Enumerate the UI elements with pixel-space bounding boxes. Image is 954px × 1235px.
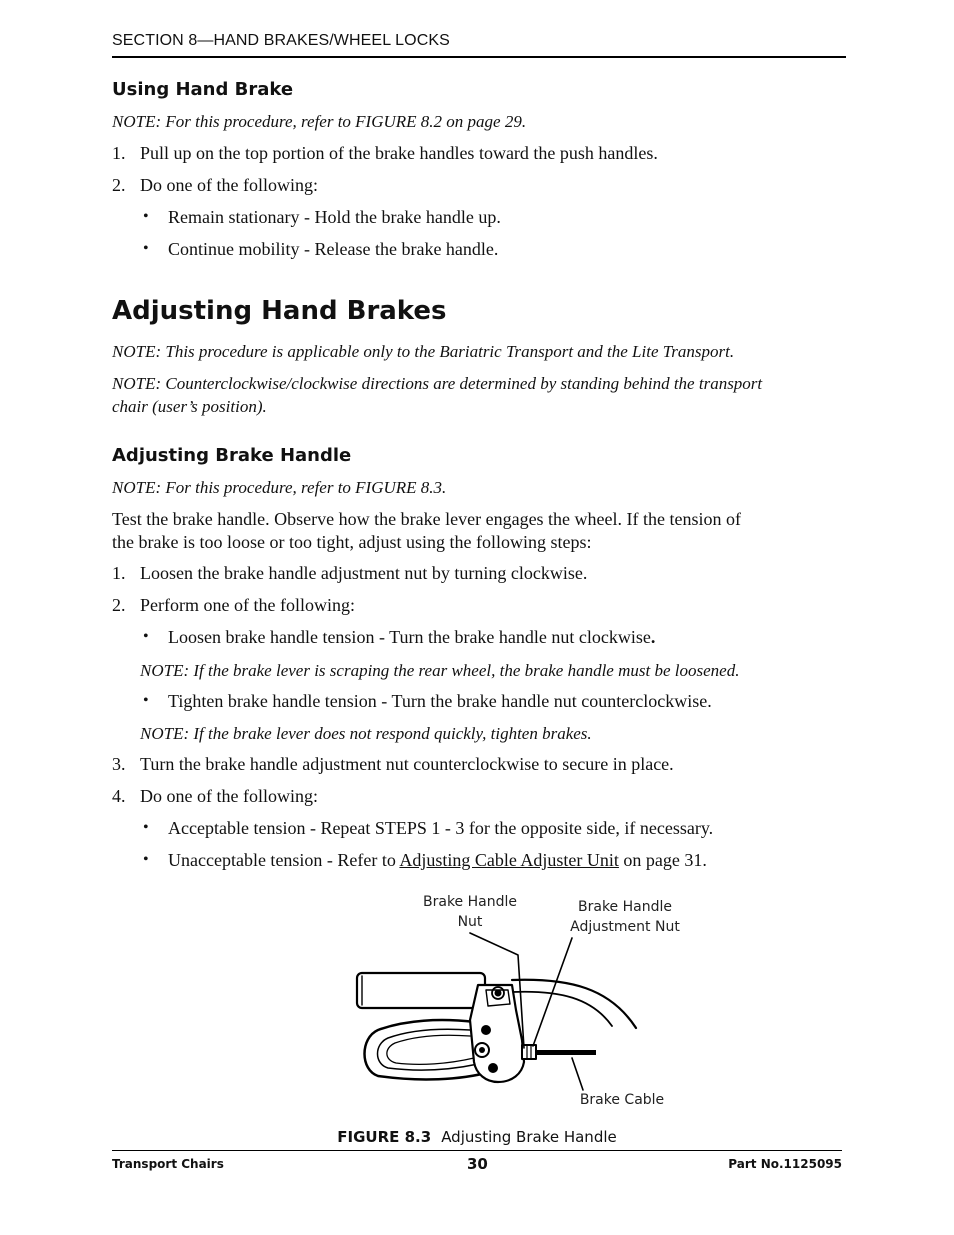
note-directions-line1: NOTE: Counterclockwise/clockwise directions are determined by standing behind the transport <box>112 374 763 393</box>
label-line: Brake Handle <box>423 894 517 910</box>
heading-adjusting-brake-handle: Adjusting Brake Handle <box>112 445 352 466</box>
heading-using-hand-brake: Using Hand Brake <box>112 79 294 100</box>
note-using-hand-brake: NOTE: For this procedure, refer to FIGURE 8.2 on page 29. <box>112 112 527 131</box>
bullet-marker: • <box>143 628 149 645</box>
section-title: SECTION 8—HAND BRAKES/WHEEL LOCKS <box>112 32 450 49</box>
step-text: Loosen the brake handle adjustment nut by turning clockwise. <box>140 563 588 583</box>
label-line: Nut <box>457 914 483 930</box>
bullet-marker: • <box>143 692 149 709</box>
figure-title: Adjusting Brake Handle <box>441 1128 617 1146</box>
page-number: 30 <box>467 1155 488 1173</box>
footer-part-number: Part No.1125095 <box>728 1157 842 1171</box>
heading-adjusting-hand-brakes: Adjusting Hand Brakes <box>112 296 447 326</box>
leader-adjustment-nut <box>533 938 572 1046</box>
step-text: Turn the brake handle adjustment nut counterclockwise to secure in place. <box>140 754 674 774</box>
step-number: 2. <box>112 595 126 615</box>
label-line: Adjustment Nut <box>570 919 680 935</box>
bullet-acceptable: Acceptable tension - Repeat STEPS 1 - 3 for the opposite side, if necessary. <box>168 818 714 838</box>
bullet-marker: • <box>143 240 149 257</box>
bullet-text: Remain stationary - Hold the brake handle up. <box>168 207 501 227</box>
bolt <box>488 1063 498 1073</box>
step-text: Pull up on the top portion of the brake handles toward the push handles. <box>140 143 658 163</box>
bolt <box>475 1043 489 1057</box>
label-brake-cable: Brake Cable <box>579 1092 665 1108</box>
label-line: Brake Handle <box>578 899 672 915</box>
page-header <box>112 32 846 58</box>
handle-grip <box>357 973 485 1008</box>
bullet-marker: • <box>143 208 149 225</box>
figure-caption <box>0 1128 954 1147</box>
note-directions-line2: chair (user’s position). <box>112 397 267 416</box>
step-number: 4. <box>112 786 126 806</box>
note-loosen: NOTE: If the brake lever is scraping the rear wheel, the brake handle must be loosened. <box>140 661 740 680</box>
bullet-loosen <box>168 627 655 648</box>
step-number: 1. <box>112 143 126 163</box>
leader-cable <box>572 1058 583 1090</box>
page-footer <box>112 1150 842 1173</box>
brake-cable <box>536 1050 596 1055</box>
adjustment-nut <box>522 1045 536 1059</box>
push-tube <box>512 980 636 1028</box>
intro-line2: the brake is too loose or too tight, adjust using the following steps: <box>112 532 592 552</box>
bullet-unacceptable <box>168 850 707 871</box>
bullet-text: Unacceptable tension - Refer to <box>168 850 400 870</box>
step-number: 1. <box>112 563 126 583</box>
leader-nut <box>470 933 524 1048</box>
step-text: Perform one of the following: <box>140 595 355 615</box>
step-text: Do one of the following: <box>140 786 318 806</box>
bullet-text: Continue mobility - Release the brake handle. <box>168 239 499 259</box>
figure-number: FIGURE 8.3 <box>337 1128 432 1146</box>
brake-bracket <box>470 985 524 1082</box>
bullet-text: on page 31. <box>618 850 707 870</box>
bullet-marker: • <box>143 851 149 868</box>
step-text: Do one of the following: <box>140 175 318 195</box>
note-adjusting-brake-handle: NOTE: For this procedure, refer to FIGURE 8.3. <box>112 478 447 497</box>
bullet-text: Loosen brake handle tension - Turn the brake handle nut clockwise <box>168 627 651 647</box>
cable-adjuster-link[interactable]: Adjusting Cable Adjuster Unit <box>399 850 619 870</box>
brake-lever-loop <box>365 1020 491 1079</box>
note-applicability: NOTE: This procedure is applicable only to the Bariatric Transport and the Lite Transport. <box>112 342 735 361</box>
bolt <box>481 1025 491 1035</box>
intro-line1: Test the brake handle. Observe how the brake lever engages the wheel. If the tension of <box>112 509 741 529</box>
bullet-period: . <box>650 627 656 647</box>
bullet-marker: • <box>143 819 149 836</box>
step-number: 2. <box>112 175 126 195</box>
label-brake-handle-nut <box>415 892 525 932</box>
note-tighten: NOTE: If the brake lever does not respond quickly, tighten brakes. <box>140 724 592 743</box>
footer-product: Transport Chairs <box>112 1157 224 1171</box>
step-number: 3. <box>112 754 126 774</box>
bullet-tighten: Tighten brake handle tension - Turn the brake handle nut counterclockwise. <box>168 691 712 711</box>
label-brake-handle-adjustment-nut <box>560 897 690 937</box>
